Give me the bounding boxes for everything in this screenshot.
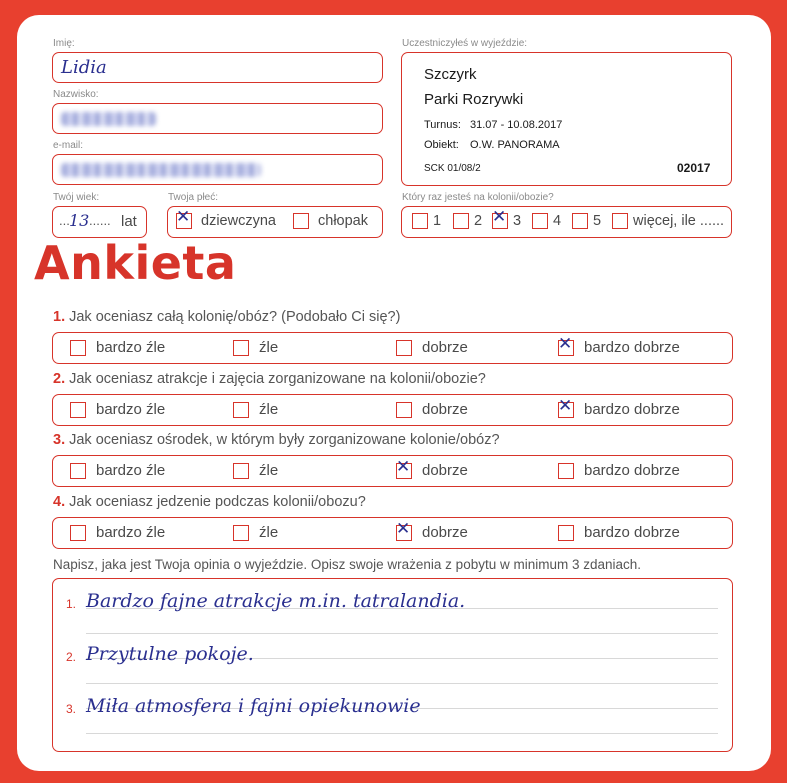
rating-q2-1[interactable] — [233, 402, 249, 418]
gender-checkbox-0[interactable] — [176, 207, 192, 229]
last-name-label: Nazwisko: — [53, 89, 99, 100]
writing-line — [86, 733, 718, 734]
rating-q1-1[interactable] — [233, 340, 249, 356]
rating-q3-1[interactable] — [233, 463, 249, 479]
rating-option-label: bardzo dobrze — [584, 524, 680, 541]
question-text: Jak oceniasz całą kolonię/obóz? (Podobało Ci się?) — [65, 309, 401, 325]
opinion-text-2: Przytulne pokoje. — [86, 643, 254, 665]
rating-q3-3[interactable] — [558, 463, 574, 479]
rating-option-label: źle — [259, 524, 279, 541]
check-mark-icon: ✕ — [396, 457, 411, 477]
gender-checkbox-1[interactable] — [293, 213, 309, 229]
times-label: Który raz jesteś na kolonii/obozie? — [402, 192, 554, 203]
rating-q3-0[interactable] — [70, 463, 86, 479]
first-name-label: Imię: — [53, 38, 75, 49]
trip-name: Parki Rozrywki — [424, 91, 524, 108]
rating-q2-3[interactable] — [558, 396, 574, 418]
survey-title: Ankieta — [34, 236, 237, 290]
writing-line — [86, 683, 718, 684]
age-unit: lat — [121, 213, 137, 230]
question-text: Jak oceniasz jedzenie podczas kolonii/obozu? — [65, 494, 366, 510]
question-text: Jak oceniasz ośrodek, w którym były zorganizowane kolonie/obóz? — [65, 432, 500, 448]
rating-q4-2[interactable] — [396, 519, 412, 541]
times-option-label: 1 — [433, 213, 442, 229]
last-name-redacted — [61, 112, 156, 126]
email-redacted — [61, 163, 261, 177]
question-number: 3. — [53, 432, 66, 448]
rating-option-label: źle — [259, 339, 279, 356]
last-name-field[interactable] — [52, 103, 383, 134]
check-mark-icon: ✕ — [176, 207, 191, 227]
rating-q2-0[interactable] — [70, 402, 86, 418]
times-checkbox-1[interactable] — [453, 213, 469, 229]
age-value: 13 — [69, 211, 90, 230]
question-1 — [53, 309, 400, 325]
trip-place: Szczyrk — [424, 66, 477, 83]
rating-q1-2[interactable] — [396, 340, 412, 356]
times-checkbox-0[interactable] — [412, 213, 428, 229]
trip-number: 02017 — [677, 161, 711, 175]
email-field[interactable] — [52, 154, 383, 185]
trip-label: Uczestniczyłeś w wyjeździe: — [402, 38, 528, 49]
opinion-prompt: Napisz, jaka jest Twoja opinia o wyjeździe. Opisz swoje wrażenia z pobytu w minimum 3 zdaniach. — [53, 557, 642, 572]
times-checkbox-3[interactable] — [532, 213, 548, 229]
check-mark-icon: ✕ — [492, 207, 507, 227]
check-mark-icon: ✕ — [558, 334, 573, 354]
gender-option-label: dziewczyna — [201, 213, 276, 229]
times-option-label: 5 — [593, 213, 602, 229]
opinion-number: 2. — [66, 650, 77, 664]
opinion-text-3: Miła atmosfera i fajni opiekunowie — [86, 695, 421, 717]
obiekt-label: Obiekt: — [424, 139, 459, 151]
age-label: Twój wiek: — [53, 192, 100, 203]
rating-option-label: bardzo dobrze — [584, 462, 680, 479]
first-name-field[interactable] — [52, 52, 383, 83]
rating-q1-3[interactable] — [558, 334, 574, 356]
times-option-label: więcej, ile ...... — [633, 213, 725, 229]
rating-option-label: bardzo źle — [96, 401, 166, 418]
rating-option-label: bardzo źle — [96, 462, 166, 479]
rating-q2-2[interactable] — [396, 402, 412, 418]
rating-option-label: dobrze — [422, 524, 468, 541]
turnus-label: Turnus: — [424, 119, 461, 131]
rating-option-label: bardzo dobrze — [584, 339, 680, 356]
turnus-value: 31.07 - 10.08.2017 — [470, 119, 563, 131]
times-option-label: 2 — [474, 213, 483, 229]
question-4 — [53, 494, 366, 510]
rating-option-label: dobrze — [422, 462, 468, 479]
times-option-label: 4 — [553, 213, 562, 229]
rating-option-label: bardzo źle — [96, 339, 166, 356]
times-checkbox-4[interactable] — [572, 213, 588, 229]
question-text: Jak oceniasz atrakcje i zajęcia zorganizowane na kolonii/obozie? — [65, 371, 486, 387]
rating-option-label: źle — [259, 462, 279, 479]
rating-option-label: dobrze — [422, 401, 468, 418]
rating-q3-2[interactable] — [396, 457, 412, 479]
rating-option-label: bardzo źle — [96, 524, 166, 541]
writing-line — [86, 633, 718, 634]
email-label: e-mail: — [53, 140, 84, 151]
trip-code: SCK 01/08/2 — [424, 163, 481, 174]
times-option-label: 3 — [513, 213, 522, 229]
age-field[interactable]: ... 13 ...... lat — [52, 206, 147, 238]
rating-q4-1[interactable] — [233, 525, 249, 541]
times-checkbox-5[interactable] — [612, 213, 628, 229]
rating-option-label: bardzo dobrze — [584, 401, 680, 418]
check-mark-icon: ✕ — [558, 396, 573, 416]
rating-q4-3[interactable] — [558, 525, 574, 541]
trip-box — [401, 52, 732, 186]
opinion-number: 1. — [66, 597, 77, 611]
obiekt-value: O.W. PANORAMA — [470, 139, 560, 151]
rating-option-label: źle — [259, 401, 279, 418]
check-mark-icon: ✕ — [396, 519, 411, 539]
question-number: 4. — [53, 494, 66, 510]
gender-option-label: chłopak — [318, 213, 368, 229]
question-2 — [53, 371, 486, 387]
rating-option-label: dobrze — [422, 339, 468, 356]
opinion-text-1: Bardzo fajne atrakcje m.in. tatralandia. — [86, 590, 466, 612]
question-number: 2. — [53, 371, 66, 387]
times-checkbox-2[interactable] — [492, 207, 508, 229]
gender-label: Twoja płeć: — [168, 192, 219, 203]
rating-q1-0[interactable] — [70, 340, 86, 356]
first-name-value: Lidia — [61, 57, 107, 78]
rating-q4-0[interactable] — [70, 525, 86, 541]
question-3 — [53, 432, 500, 448]
opinion-number: 3. — [66, 702, 77, 716]
question-number: 1. — [53, 309, 66, 325]
